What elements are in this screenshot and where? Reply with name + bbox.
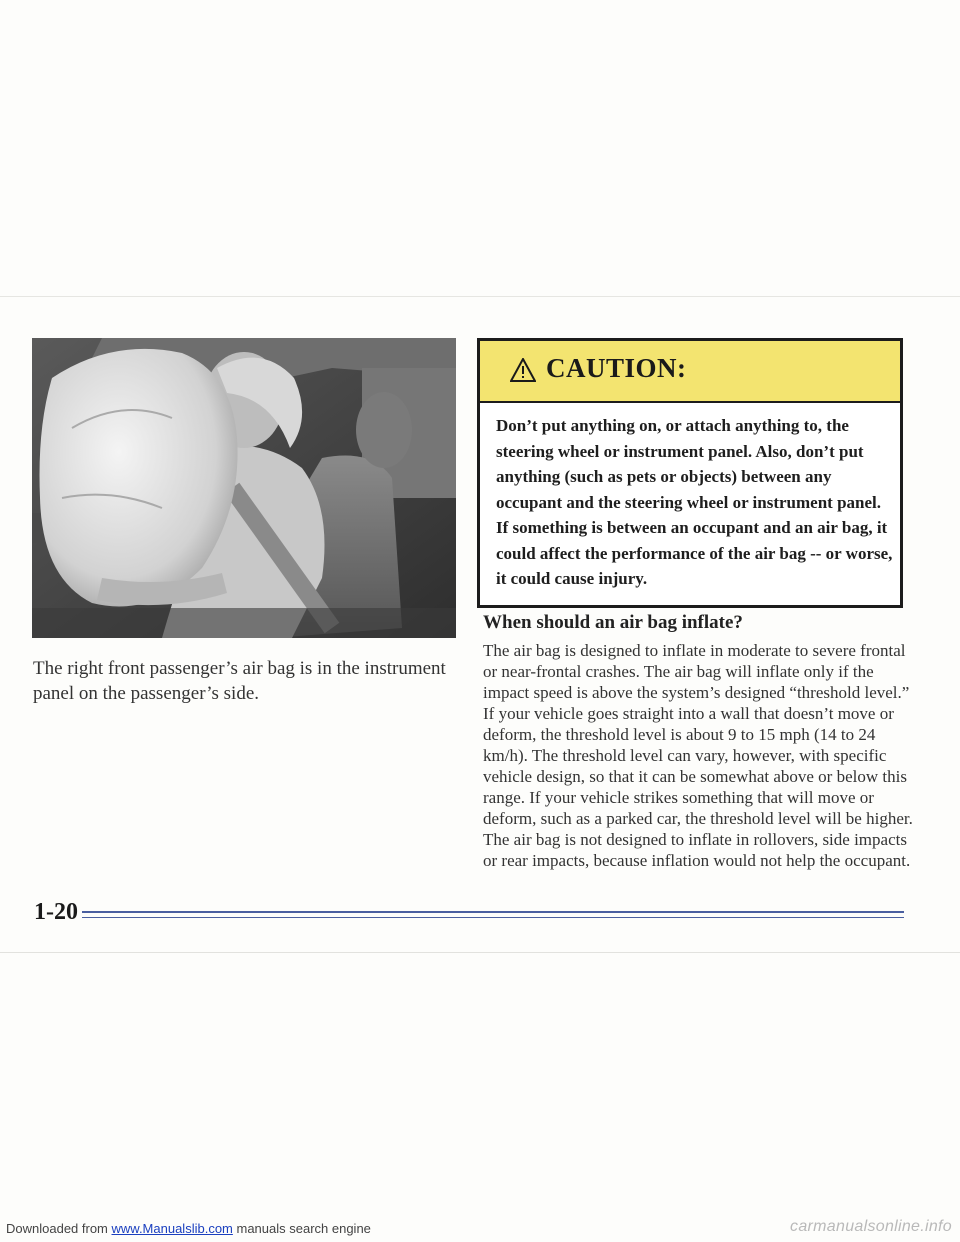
footer-rule — [82, 911, 904, 918]
warning-triangle-icon — [510, 358, 536, 382]
caution-box — [477, 338, 903, 608]
caution-body: Don’t put anything on, or attach anything to, the steering wheel or instrument panel. Also, don’t put anything (such as pets or objects) between any occupant and the steering wheel or instrument panel. If something is between an occupant and an air bag, it could affect the performance of the air bag -- or worse, it could cause injury. — [496, 416, 893, 588]
manualslib-link[interactable]: www.Manualslib.com — [111, 1221, 233, 1236]
download-notice-suffix: manuals search engine — [232, 1221, 371, 1236]
watermark: carmanualsonline.info — [790, 1218, 952, 1235]
section-heading: When should an air bag inflate? — [483, 612, 743, 633]
page-number: 1-20 — [34, 899, 78, 925]
airbag-illustration — [32, 338, 456, 638]
page-bottom-edge — [0, 952, 960, 953]
section-text: The air bag is designed to inflate in moderate to severe frontal or near-frontal crashes. The air bag will inflate only if the impact speed is above the system’s designed “threshold level.” If your vehicle goes straight into a wall that doesn’t move or deform, the threshold level is about 9 to 15 mph (14 to 24 km/h). The threshold level can vary, however, with specific vehicle design, so that it can be somewhat above or below this range. If your vehicle strikes something that will move or deform, such as a parked car, the threshold level will be higher. The air bag is not designed to inflate in rollovers, side impacts or rear impacts, because inflation would not help the occupant. — [483, 641, 913, 870]
page-top-edge — [0, 296, 960, 297]
illustration-caption: The right front passenger’s air bag is in the instrument panel on the passenger’s side. — [33, 658, 446, 704]
airbag-photo-drawing — [32, 338, 456, 638]
caution-header — [480, 341, 900, 403]
caution-title: CAUTION: — [546, 353, 687, 383]
download-notice-prefix: Downloaded from — [6, 1221, 112, 1236]
download-notice — [6, 1221, 371, 1236]
